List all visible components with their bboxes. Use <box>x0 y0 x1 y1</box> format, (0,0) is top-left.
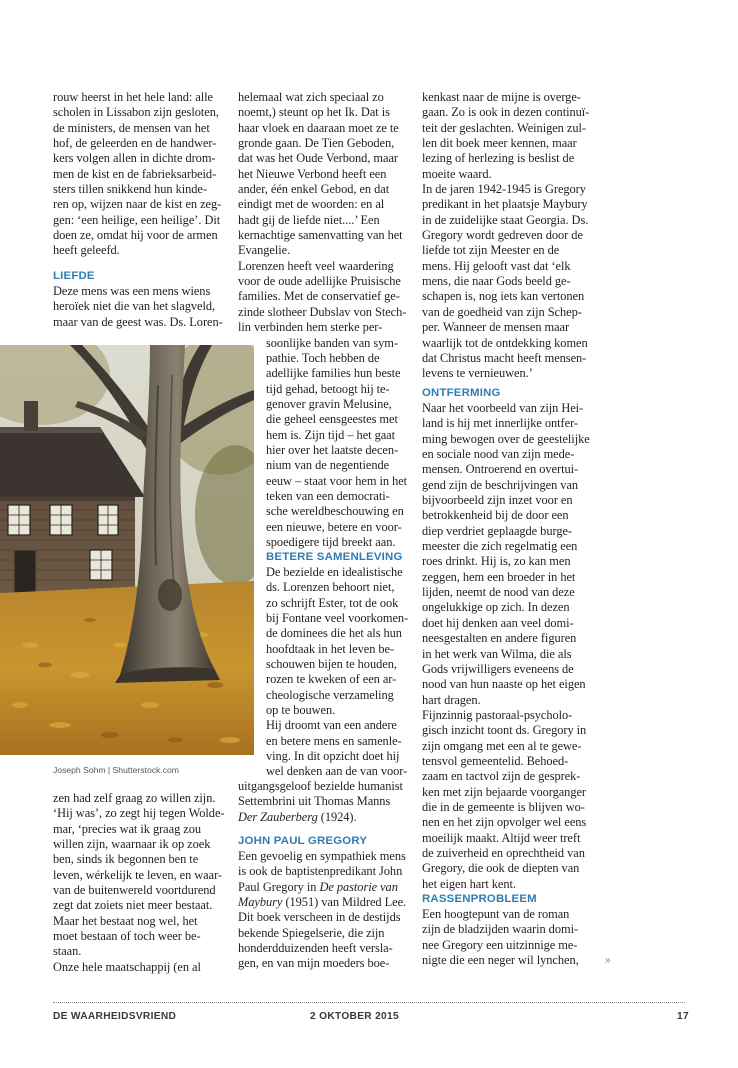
text-segment: en betere mens en samenle- <box>266 733 402 748</box>
text-segment: Onze hele maatschappij (en al <box>53 959 201 974</box>
text-line <box>422 831 590 846</box>
text-segment: mar, ‘precies wat ik graag zou <box>53 821 201 836</box>
text-line <box>238 864 406 879</box>
text-segment: honderdduizenden heeft versla- <box>238 941 393 956</box>
text-segment: nigte die een neger wil lynchen, <box>422 953 579 968</box>
text-line <box>266 734 408 749</box>
text-segment: hem is. Zijn tijd – het gaat <box>266 427 396 442</box>
text-line <box>266 565 408 580</box>
text-line <box>238 228 406 243</box>
text-segment: bij Fontane veel voorkomen- <box>266 611 409 626</box>
text-segment: spoedigere tijd breekt aan. <box>266 535 396 550</box>
text-line <box>53 90 221 105</box>
text-line <box>53 136 221 151</box>
text-segment: en sociale nood van zijn mede- <box>422 447 575 462</box>
text-segment: van de buitenwereld voortdurend <box>53 883 216 898</box>
text-segment: nood van hun naaste op het eigen <box>422 677 586 692</box>
text-segment: maar van de geest was. Ds. Loren- <box>53 314 223 329</box>
text-line <box>53 791 224 806</box>
text-line <box>238 926 406 941</box>
text-line <box>422 907 579 922</box>
footer-divider <box>53 1002 685 1003</box>
text-segment: de ministers, de mensen van het <box>53 120 210 135</box>
text-line <box>266 703 408 718</box>
text-line <box>53 898 224 913</box>
text-line <box>53 299 223 314</box>
text-segment: mens, die naar Gods beeld ge- <box>422 274 571 289</box>
text-line <box>238 305 406 320</box>
text-block <box>238 779 403 825</box>
text-segment: mensen. Ontroerend en overtui- <box>422 462 579 477</box>
text-line <box>422 647 590 662</box>
text-line <box>53 284 223 299</box>
text-line <box>238 289 406 304</box>
text-line <box>422 616 590 631</box>
text-line <box>238 167 406 182</box>
text-line <box>422 478 590 493</box>
text-line <box>266 672 408 687</box>
text-line <box>53 822 224 837</box>
text-line <box>422 785 590 800</box>
text-segment: liefde tot zijn Meester en de <box>422 243 560 258</box>
text-segment: kernachtige samenvatting van het <box>238 228 403 243</box>
text-segment: gisch inzicht toont ds. Gregory in <box>422 723 587 738</box>
text-segment: ving. In dit opzicht doet hij <box>266 749 400 764</box>
text-segment: rozen te kweken of een ar- <box>266 672 397 687</box>
text-line <box>422 274 589 289</box>
text-line <box>266 611 408 626</box>
text-line <box>266 580 408 595</box>
text-segment: die in de gemeente is blijven wo- <box>422 799 585 814</box>
section-john-paul-gregory <box>238 833 406 972</box>
text-line <box>266 749 408 764</box>
text-line <box>238 956 406 971</box>
text-block <box>422 90 589 382</box>
text-segment: kers volgen allen in dichte drom- <box>53 151 216 166</box>
text-segment: van de goedheid van zijn Schep- <box>422 304 582 319</box>
text-line <box>422 182 589 197</box>
text-line <box>422 800 590 815</box>
text-line <box>238 779 403 794</box>
text-line <box>53 852 224 867</box>
text-segment: in het werk van Wilma, die als <box>422 646 572 661</box>
text-line <box>53 868 224 883</box>
text-line <box>422 677 590 692</box>
text-segment: ongelukkige op zich. In dezen <box>422 600 570 615</box>
text-segment: hart dragen. <box>422 692 481 707</box>
text-line <box>53 197 221 212</box>
text-segment: leven, wérkelijk te leven, en waar- <box>53 867 222 882</box>
text-segment: per. Wanneer de mensen maar <box>422 320 570 335</box>
text-segment: Dit boek verscheen in de destijds <box>238 910 401 925</box>
book-title: Der Zauberberg <box>238 809 318 824</box>
text-line <box>422 585 590 600</box>
text-line <box>266 428 407 443</box>
text-segment: hier over het laatste decen- <box>266 443 399 457</box>
text-line <box>422 366 589 381</box>
text-segment: zeggen, hem een broeder in het <box>422 569 576 584</box>
text-line <box>422 600 590 615</box>
text-line <box>422 662 590 677</box>
footer-magazine-name: DE WAARHEIDSVRIEND <box>53 1011 177 1022</box>
text-segment: moeilijk maakt. Altijd weer treft <box>422 830 581 845</box>
text-line <box>266 443 407 458</box>
text-segment: Maar het bestaat nog wel, het <box>53 913 198 928</box>
text-segment: heeft geleefd. <box>53 243 120 258</box>
text-line <box>422 693 590 708</box>
text-line <box>238 880 406 895</box>
text-segment: op te bouwen. <box>266 703 336 718</box>
text-segment: haar vloek en daaraan moet ze te <box>238 120 399 135</box>
text-segment: Een hoogtepunt van de roman <box>422 907 570 921</box>
text-line <box>422 105 589 120</box>
text-line <box>422 151 589 166</box>
text-segment: tijd gehad, betoogt hij te- <box>266 381 390 396</box>
text-line <box>422 320 589 335</box>
section-heading: JOHN PAUL GREGORY <box>238 835 368 847</box>
text-segment: Fijnzinnig pastoraal-psycholo- <box>422 707 573 722</box>
text-line <box>53 914 224 929</box>
text-line <box>266 458 407 473</box>
text-line <box>238 794 403 809</box>
section-heading: RASSENPROBLEEM <box>422 893 537 905</box>
text-segment: adellijke families hun beste <box>266 366 401 381</box>
text-segment: ren op, wijzen naar de kist en zeg- <box>53 197 222 212</box>
text-segment: meester die zich regelmatig een <box>422 539 578 554</box>
text-line <box>422 243 589 258</box>
text-segment: Lorenzen heeft veel waardering <box>238 258 394 273</box>
text-segment: ‘Hij was’, zo zegt hij tegen Wolde- <box>53 806 225 821</box>
text-line <box>422 259 589 274</box>
text-segment: Gregory wordt gedreven door de <box>422 228 583 243</box>
text-segment: neesgestalten en andere figuren <box>422 631 577 646</box>
text-line <box>422 197 589 212</box>
text-segment: lin verbinden hem sterke per- <box>238 320 383 335</box>
text-segment: moeite waard. <box>422 166 492 181</box>
text-segment: lijden, neemt de nood van deze <box>422 585 575 600</box>
text-line <box>266 642 408 657</box>
text-segment: eindigt met de woorden: en al <box>238 197 385 212</box>
text-line <box>422 289 589 304</box>
text-line <box>238 105 406 120</box>
text-segment: zinde slotheer Dubslav von Stech- <box>238 304 407 319</box>
text-line <box>266 489 407 504</box>
text-line <box>266 474 407 489</box>
text-line <box>238 849 406 864</box>
section-heading: ONTFERMING <box>422 387 501 399</box>
text-line <box>238 259 406 274</box>
text-segment: Gregory, die ook de diepten van <box>422 861 580 876</box>
text-line <box>422 401 590 416</box>
text-segment: ds. Lorenzen behoort niet, <box>266 580 395 595</box>
text-segment: waarlijk tot de ontdekking komen <box>422 335 588 350</box>
text-segment: Hij droomt van een andere <box>266 718 397 733</box>
text-line <box>422 228 589 243</box>
photo-credit: Joseph Sohm | Shutterstock.com <box>53 765 179 775</box>
text-segment: eeuw – staat voor hem in het <box>266 473 408 488</box>
text-line <box>422 213 589 228</box>
text-segment: zo schrijft Ester, tot de ook <box>266 595 399 610</box>
text-segment: willen zijn, waarnaar ik op zoek <box>53 837 211 852</box>
text-line <box>238 121 406 136</box>
text-segment: die geheel eensgeestes met <box>266 412 398 427</box>
text-line <box>422 570 590 585</box>
text-line <box>53 105 221 120</box>
text-segment: ken met zijn bejaarde voorganger <box>422 784 586 799</box>
text-line <box>238 136 406 151</box>
text-line <box>53 167 221 182</box>
text-segment: doen ze, omdat hij voor de armen <box>53 228 218 243</box>
text-line <box>238 182 406 197</box>
text-line <box>422 554 590 569</box>
text-segment: noemt,) steunt op het Ik. Dat is <box>238 105 390 120</box>
text-line <box>238 213 406 228</box>
text-segment: moet bestaan of toch weer be- <box>53 929 201 944</box>
text-line <box>53 960 224 975</box>
text-segment: teit der geslachten. Weinigen zul- <box>422 120 586 135</box>
text-line <box>53 883 224 898</box>
text-segment: sche wereldbeschouwing en <box>266 504 404 519</box>
text-line <box>266 764 408 779</box>
text-segment: hof, de geleerden en de handwer- <box>53 136 217 151</box>
text-line <box>422 524 590 539</box>
text-segment: nen en het zijn opvolger wel eens <box>422 815 587 830</box>
text-line <box>266 520 407 535</box>
text-line <box>422 754 590 769</box>
text-line <box>422 121 589 136</box>
text-segment: wel denken aan de van voor- <box>266 764 408 779</box>
book-title: Maybury <box>238 895 283 910</box>
text-segment: zen had zelf graag zo willen zijn. <box>53 791 216 805</box>
text-line <box>238 151 406 166</box>
text-line <box>422 336 589 351</box>
text-line <box>53 213 221 228</box>
text-segment: gen: ‘een heilige, een heilige’. Dit <box>53 212 221 227</box>
text-segment: de zuiverheid en oprechtheid van <box>422 845 585 860</box>
text-line <box>422 416 590 431</box>
text-segment: teken van een democrati- <box>266 489 390 504</box>
text-line <box>422 922 579 937</box>
text-line <box>53 837 224 852</box>
text-segment: heroïek niet die van het slagveld, <box>53 299 216 314</box>
text-segment: soonlijke banden van sym- <box>266 335 398 350</box>
text-line <box>238 941 406 956</box>
text-segment: gaan. Zo is ook in dezen continuï- <box>422 105 590 120</box>
text-segment: roes drinkt. Hij is, zo kan men <box>422 554 571 569</box>
text-segment: schouwen bijen te houden, <box>266 657 397 672</box>
text-segment: dat Christus macht heeft mensen- <box>422 350 587 365</box>
text-line <box>238 810 403 825</box>
continue-marker: » <box>605 955 611 966</box>
text-segment: men de kist en de fabrieksarbeid- <box>53 166 217 181</box>
text-segment: ander, één enkel Gebod, en dat <box>238 182 390 197</box>
text-line <box>422 90 589 105</box>
text-line <box>266 504 407 519</box>
text-segment: predikant in het plaatsje Maybury <box>422 197 588 212</box>
text-segment: voor de oude adellijke Pruisische <box>238 274 401 289</box>
text-line <box>266 657 408 672</box>
text-line <box>422 508 590 523</box>
text-line <box>422 631 590 646</box>
text-line <box>422 769 590 784</box>
text-segment: de dominees die het als hun <box>266 626 402 641</box>
text-segment: mens. Hij gelooft vast dat ‘elk <box>422 258 571 273</box>
text-segment: hoofdtaak in het leven be- <box>266 641 395 656</box>
text-line <box>53 182 221 197</box>
text-line <box>266 718 408 733</box>
text-line <box>238 243 406 258</box>
text-line <box>422 815 590 830</box>
text-line <box>422 877 590 892</box>
text-line <box>266 382 407 397</box>
text-segment: nee Gregory een uitzinnige me- <box>422 937 578 952</box>
text-segment: cheologische verzameling <box>266 687 394 702</box>
text-segment: families. Met de conservatief ge- <box>238 289 400 304</box>
text-line <box>422 539 590 554</box>
text-line <box>238 895 406 910</box>
text-segment: een nieuwe, betere en voor- <box>266 519 402 534</box>
text-segment: dat was het Oude Verbond, maar <box>238 151 398 166</box>
text-segment: gend zijn de beschrijvingen van <box>422 477 579 492</box>
text-line <box>422 447 590 462</box>
text-line <box>422 351 589 366</box>
text-line <box>53 151 221 166</box>
text-segment: Evangelie. <box>238 243 291 258</box>
text-segment: bekende Spiegelserie, die zijn <box>238 925 385 940</box>
text-line <box>266 412 407 427</box>
text-line <box>266 596 408 611</box>
text-segment: schapen is, nog iets kan vertonen <box>422 289 585 304</box>
text-line <box>266 626 408 641</box>
text-segment: (1924). <box>317 809 357 824</box>
text-segment: zijn de bladzijden waarin domi- <box>422 922 579 937</box>
text-segment: Een gevoelig en sympathiek mens <box>238 849 406 863</box>
text-line <box>53 315 223 330</box>
text-line <box>53 228 221 243</box>
text-segment: gen, en van mijn moeders boe- <box>238 956 390 971</box>
text-segment: (1951) van Mildred Lee. <box>282 895 407 910</box>
text-segment: sters tillen snikkend hun kinde- <box>53 182 207 197</box>
text-segment: lezing of herlezing is beslist de <box>422 151 575 166</box>
text-line <box>238 274 406 289</box>
text-segment: diep verdriet geplaagde burge- <box>422 523 572 538</box>
section-heading: BETERE SAMENLEVING <box>266 551 403 563</box>
text-segment: staan. <box>53 944 82 959</box>
text-segment: het eigen hart kent. <box>422 876 516 891</box>
text-line <box>422 846 590 861</box>
text-line <box>53 944 224 959</box>
footer-date: 2 OKTOBER 2015 <box>310 1011 399 1022</box>
colonial-house-tree-photo <box>0 345 254 755</box>
text-line <box>422 305 589 320</box>
text-segment: ben, sinds ik begonnen ben te <box>53 852 199 867</box>
text-line <box>266 351 407 366</box>
text-segment: gronde gaan. De Tien Geboden, <box>238 136 395 151</box>
section-heading: LIEFDE <box>53 270 95 282</box>
text-segment: ming bewogen over de geestelijke <box>422 431 590 446</box>
text-segment: len dit boek meer kennen, maar <box>422 136 577 151</box>
text-segment: nium van de negentiende <box>266 458 390 473</box>
text-line <box>238 90 406 105</box>
text-block-wrapped <box>266 336 407 551</box>
text-line <box>422 167 589 182</box>
text-segment: De bezielde en idealistische <box>266 565 403 579</box>
text-line <box>422 861 590 876</box>
text-segment: Deze mens was een mens wiens <box>53 284 211 298</box>
text-segment: doet hij denken aan veel domi- <box>422 615 574 630</box>
text-segment: Gods vrijwilligers eveneens de <box>422 661 574 676</box>
footer-page-number: 17 <box>677 1011 689 1022</box>
text-segment: genover gravin Melusine, <box>266 396 392 411</box>
text-segment: land is hij met innerlijke ontfer- <box>422 416 578 431</box>
text-segment: pathie. Toch hebben de <box>266 350 380 365</box>
text-line <box>422 708 590 723</box>
text-line <box>238 320 406 335</box>
text-segment: kenkast naar de mijne is overge- <box>422 90 581 104</box>
text-segment: is ook de baptistenpredikant John <box>238 864 403 879</box>
text-segment: bijvoorbeeld zijn inzet voor en <box>422 493 573 508</box>
text-block <box>53 791 224 975</box>
text-line <box>53 243 221 258</box>
text-line <box>238 197 406 212</box>
text-segment: in de zuidelijke staat Georgia. Ds. <box>422 212 589 227</box>
text-line <box>238 910 406 925</box>
section-ontferming <box>422 385 590 892</box>
text-segment: In de jaren 1942-1945 is Gregory <box>422 182 586 197</box>
text-line <box>53 121 221 136</box>
text-line <box>53 806 224 821</box>
text-segment: Naar het voorbeeld van zijn Hei- <box>422 401 584 415</box>
text-line <box>422 493 590 508</box>
text-segment: tensvol gemeentelid. Behoed- <box>422 753 569 768</box>
text-line <box>422 462 590 477</box>
text-segment: zaam en tactvol zijn de gesprek- <box>422 769 581 784</box>
text-line <box>422 953 579 968</box>
text-line <box>422 136 589 151</box>
text-segment: levens te vernieuwen.’ <box>422 366 533 381</box>
section-betere-samenleving <box>266 549 408 780</box>
text-line <box>266 397 407 412</box>
text-segment: rouw heerst in het hele land: alle <box>53 90 214 104</box>
text-line <box>266 688 408 703</box>
text-line <box>422 432 590 447</box>
text-segment: helemaal wat zich speciaal zo <box>238 90 384 104</box>
section-liefde <box>53 268 223 330</box>
text-line <box>422 938 579 953</box>
text-line <box>53 929 224 944</box>
book-title: De pastorie van <box>319 879 398 894</box>
text-line <box>266 366 407 381</box>
text-block <box>53 90 221 259</box>
text-segment: Settembrini uit Thomas Manns <box>238 794 391 809</box>
text-block <box>238 90 406 336</box>
text-segment: het Nieuwe Verbond heeft een <box>238 166 387 181</box>
text-segment: zegt dat zoiets niet meer bestaat. <box>53 898 213 913</box>
text-segment: zijn omgang met een al te gewe- <box>422 738 582 753</box>
text-segment: betrokkenheid bij de door een <box>422 508 569 523</box>
text-segment: Paul Gregory in <box>238 879 320 894</box>
text-line <box>422 723 590 738</box>
text-segment: scholen in Lissabon zijn gesloten, <box>53 105 219 120</box>
text-segment: hadt gij de liefde niet....’ Een <box>238 212 380 227</box>
text-line <box>266 336 407 351</box>
section-rassenprobleem <box>422 891 579 968</box>
text-line <box>422 739 590 754</box>
text-segment: uitgangsgeloof bezielde humanist <box>238 779 403 793</box>
